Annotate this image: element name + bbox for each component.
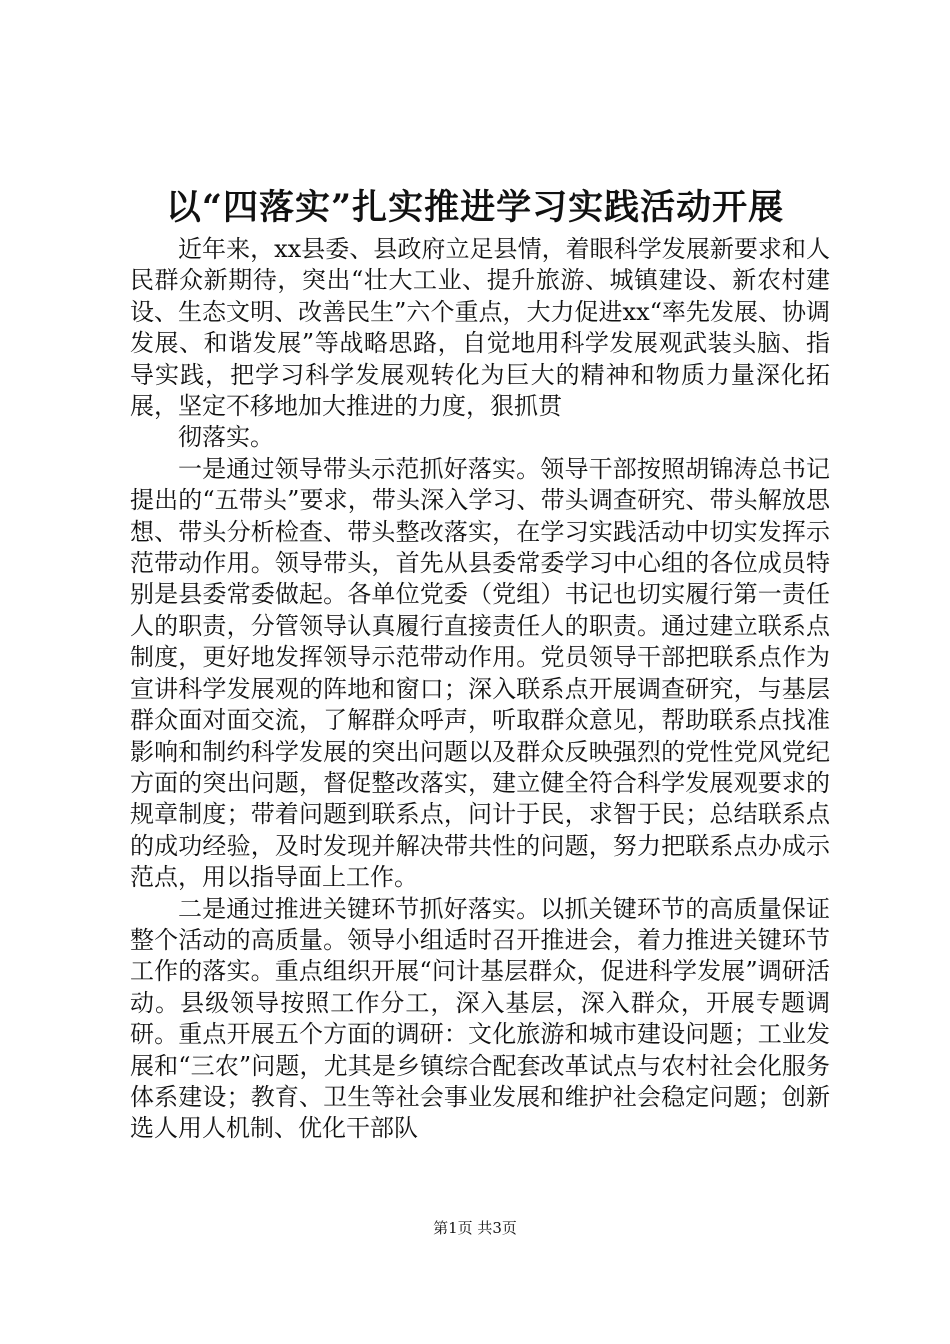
page-title: 以“四落实”扎实推进学习实践活动开展 — [165, 187, 785, 228]
page-number-footer: 第1页 共3页 — [433, 1219, 517, 1237]
paragraph-point-two: 二是通过推进关键环节抓好落实。以抓关键环节的高质量保证整个活动的高质量。领导小组适时召开推进会，着力推进关键环节工作的落实。重点组织开展“问计基层群众，促进科学发展”调研活动。县级领导按照工作分工，深入基层，深入群众，开展专题调研。重点开展五个方面的调研：文化旅游和城市建设问题；工业发展和“三农”问题，尤其是乡镇综合配套改革试点与农村社会化服务体系建设；教育、卫生等社会事业发展和维护社会稳定问题；创新选人用人机制、优化干部队 — [130, 894, 830, 1143]
document-body — [130, 234, 830, 1145]
paragraph-intro: 近年来，xx县委、县政府立足县情，着眼科学发展新要求和人民群众新期待，突出“壮大工业、提升旅游、城镇建设、新农村建设、生态文明、改善民生”六个重点，大力促进xx“率先发展、协调发展、和谐发展”等战略思路，自觉地用科学发展观武装头脑、指导实践，把学习科学发展观转化为巨大的精神和物质力量深化拓展，坚定不移地加大推进的力度，狠抓贯 — [130, 235, 830, 421]
paragraph-point-one: 一是通过领导带头示范抓好落实。领导干部按照胡锦涛总书记提出的“五带头”要求，带头深入学习、带头调查研究、带头解放思想、带头分析检查、带头整改落实，在学习实践活动中切实发挥示范带动作用。领导带头，首先从县委常委学习中心组的各位成员特别是县委常委做起。各单位党委（党组）书记也切实履行第一责任人的职责，分管领导认真履行直接责任人的职责。通过建立联系点制度，更好地发挥领导示范带动作用。党员领导干部把联系点作为宣讲科学发展观的阵地和窗口；深入联系点开展调查研究，与基层群众面对面交流，了解群众呼声，听取群众意见，帮助联系点找准影响和制约科学发展的突出问题以及群众反映强烈的党性党风党纪方面的突出问题，督促整改落实，建立健全符合科学发展观要求的规章制度；带着问题到联系点，问计于民，求智于民；总结联系点的成功经验，及时发现并解决带共性的问题，努力把联系点办成示范点，用以指导面上工作。 — [130, 454, 830, 892]
paragraph-intro-continued: 彻落实。 — [178, 423, 274, 452]
